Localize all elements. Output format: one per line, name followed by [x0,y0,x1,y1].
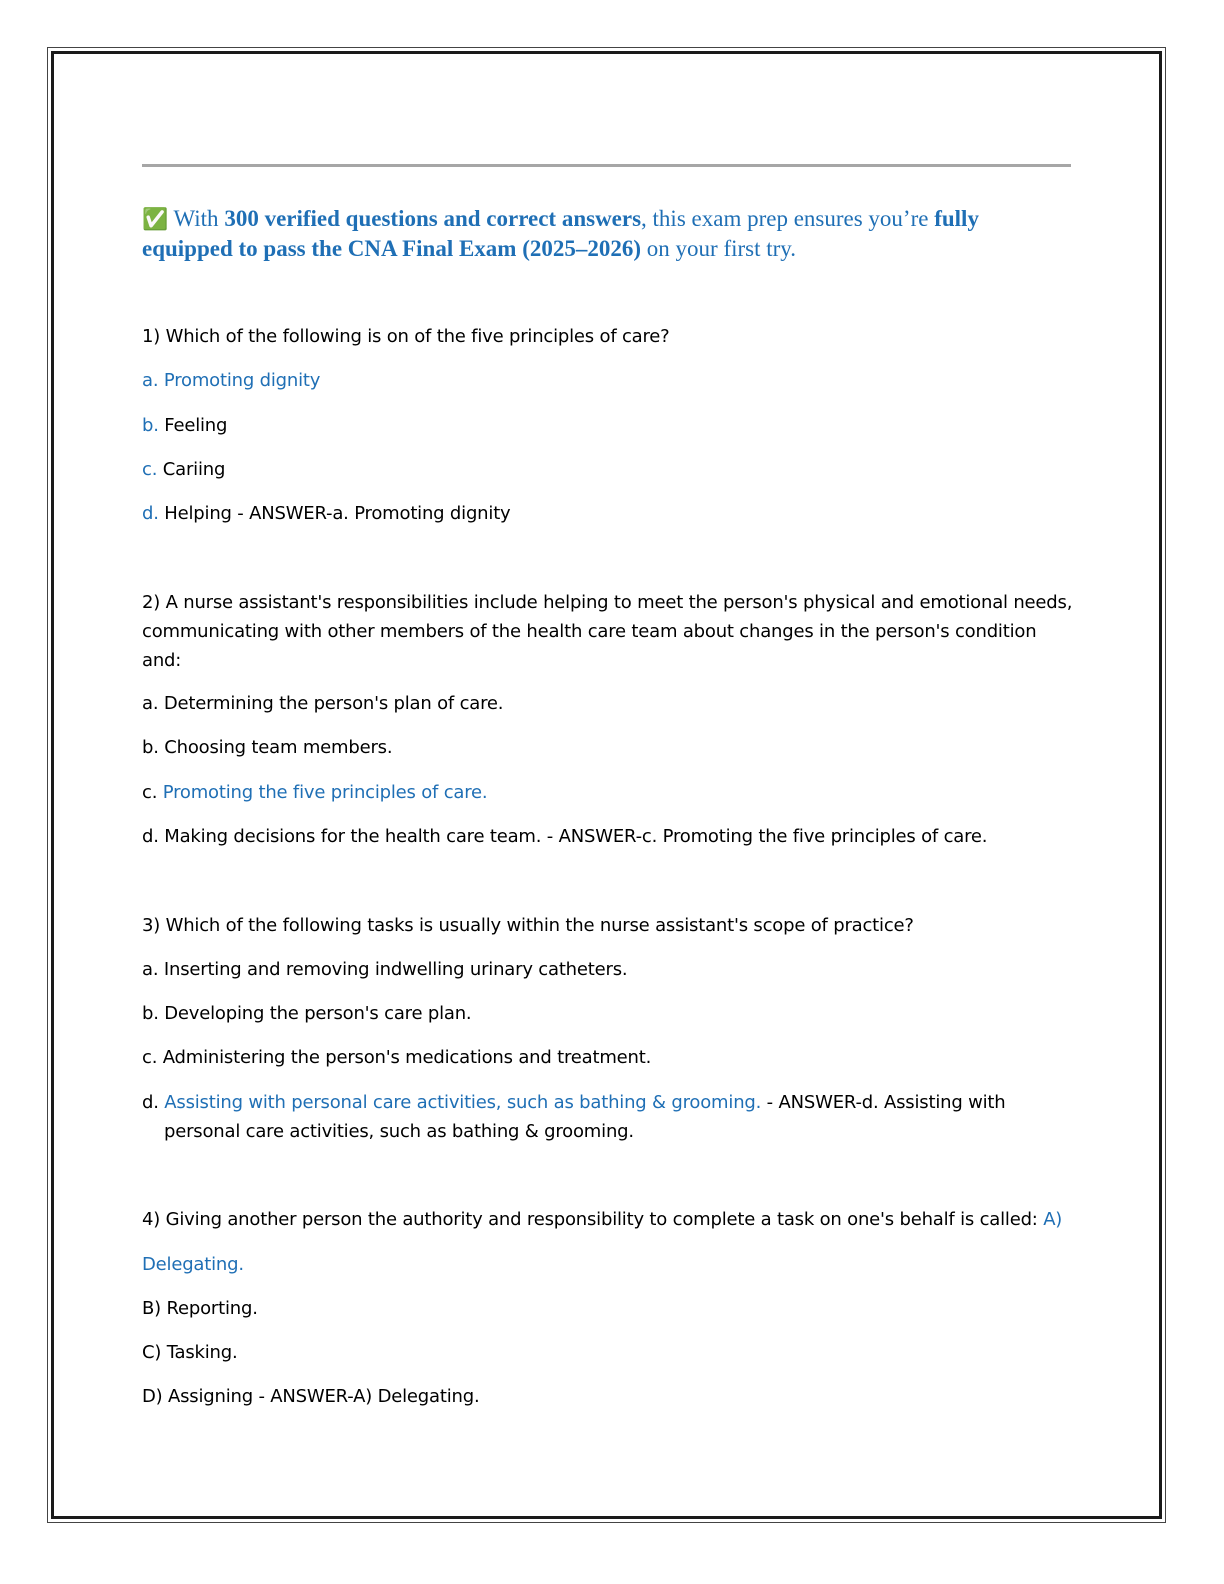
q4-option-c: C) Tasking. [142,1342,238,1363]
intro-paragraph [142,204,1042,263]
q3-question: 3) Which of the following tasks is usually within the nurse assistant's scope of practice? [142,915,914,936]
q4-option-a-continued: Delegating. [142,1254,244,1275]
q3-option-d-letter: d. [142,1092,159,1113]
q3-option-c: c. Administering the person's medications and treatment. [142,1047,652,1068]
q2-option-c-letter: c. [142,782,158,803]
q4-question-text: 4) Giving another person the authority and responsibility to complete a task on one's behalf is called: [142,1209,1044,1230]
intro-bold-1: 300 verified questions and correct answers [224,206,642,231]
q2-option-c-text: Promoting the five principles of care. [162,782,488,803]
q1-option-b-text: Feeling [164,415,228,436]
q3-option-b: b. Developing the person's care plan. [142,1003,472,1024]
q4-option-b: B) Reporting. [142,1298,258,1319]
q1-option-c [142,455,225,484]
q1-option-a-letter: a. [142,370,159,391]
intro-bold-2: fully equipped to pass the CNA Final Exam (2025–2026) [142,206,979,261]
q2-question-line-1: 2) A nurse assistant's responsibilities include helping to meet the person's physical and emotional needs, [142,592,1073,613]
check-mark-icon: ✅ [142,207,169,231]
q4-question [142,1205,1062,1234]
q2-option-d: d. Making decisions for the health care team. - ANSWER-c. Promoting the five principles of care. [142,826,988,847]
q1-option-d-letter: d. [142,503,159,524]
q2-option-a: a. Determining the person's plan of care. [142,693,504,714]
q1-option-b [142,411,227,440]
q4-option-d: D) Assigning - ANSWER-A) Delegating. [142,1386,480,1407]
q3-option-d [142,1088,1005,1117]
horizontal-rule [142,164,1071,167]
q1-option-c-text: Cariing [162,459,226,480]
q2-option-c [142,778,487,807]
q1-option-a [142,366,320,395]
q4-option-a-start: A) [1043,1209,1063,1230]
q1-option-d [142,499,511,528]
q2-question-line-3: and: [142,650,182,671]
q3-option-d-continued: personal care activities, such as bathing & grooming. [164,1121,634,1142]
q3-option-d-answer: - ANSWER-d. Assisting with [761,1092,1006,1113]
q3-option-d-blue-text: Assisting with personal care activities, such as bathing & grooming. [164,1092,762,1113]
q2-question-line-2: communicating with other members of the health care team about changes in the person's condition [142,621,1037,642]
q1-option-b-letter: b. [142,415,159,436]
intro-text-3: on your first try. [641,236,797,261]
intro-text-2: , this exam prep ensures you’re [641,206,935,231]
intro-text-1: With [168,206,225,231]
q3-option-a: a. Inserting and removing indwelling urinary catheters. [142,959,628,980]
q1-option-a-text: Promoting dignity [163,370,321,391]
q1-option-c-letter: c. [142,459,158,480]
q1-question: 1) Which of the following is on of the five principles of care? [142,326,670,347]
q1-option-d-text: Helping - ANSWER-a. Promoting dignity [164,503,511,524]
q2-option-b: b. Choosing team members. [142,737,393,758]
